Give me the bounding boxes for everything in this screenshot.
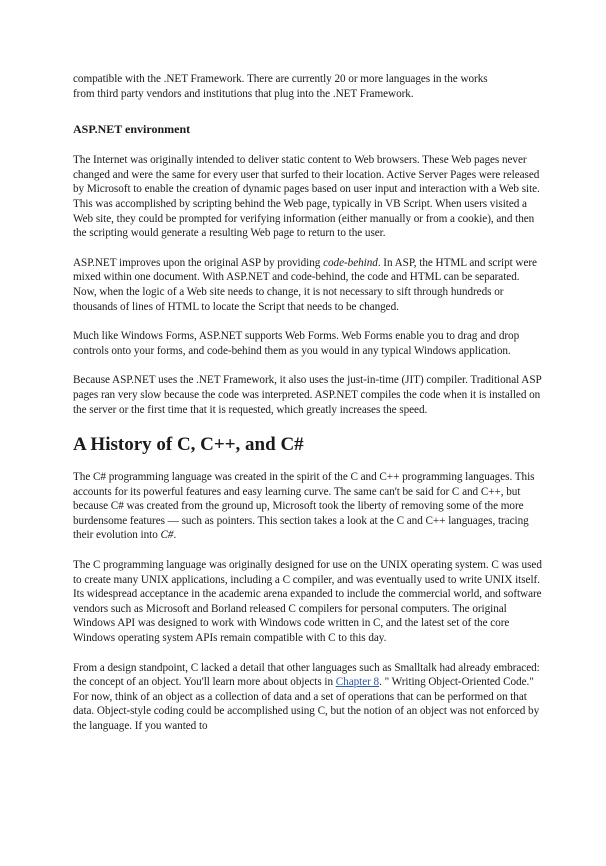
history-p3-after: . " Writing Object-Oriented Code." For now, think of an object as a collection of data and a set of operations that can be performed on that data. Object-style coding could be accomplished using C, but the notion of an object was not enforced by the language. If you wanted to — [73, 676, 540, 732]
aspnet-paragraph-4: Because ASP.NET uses the .NET Framework, it also uses the just-in-time (JIT) compiler. Traditional ASP pages ran very slow because the code was interpreted. ASP.NET compiles the code when it is installed on the server or the first time that it is requested, which greatly increases the speed. — [73, 374, 542, 416]
aspnet-p2-after: . In ASP, the HTML and script were mixed within one document. With ASP.NET and code-behind, the code and HTML can be separated. Now, when the logic of a Web site needs to change, it is not necessary to sift through hundreds or thousands of lines of HTML to locate the Script that needs to be changed. — [73, 256, 537, 313]
history-p1-before: The C# programming language was created in the spirit of the C and C++ programming languages. This accounts for its powerful features and easy learning curve. The same can't be said for C and C++, but because C# was created from the ground up, Microsoft took the liberty of removing some of the more burdensome features — such as pointers. This section takes a look at the C and C++ languages, tracing their evolution into — [73, 471, 535, 542]
history-p3-before: From a design standpoint, C lacked a detail that other languages such as Smalltalk had already embraced: the concept of an object. You'll learn more about objects in — [73, 661, 540, 689]
history-paragraph-3 — [73, 661, 543, 734]
document-page — [73, 72, 543, 734]
aspnet-paragraph-3: Much like Windows Forms, ASP.NET supports Web Forms. Web Forms enable you to drag and drop controls onto your forms, and code-behind them as you would in any typical Windows application. — [73, 330, 520, 357]
aspnet-paragraph-1: The Internet was originally intended to deliver static content to Web browsers. These Web pages never changed and were the same for every user that surfed to their location. Active Server Pages were released by Microsoft to enable the creation of dynamic pages based on user input and interaction with a Web site. This was accomplished by scripting behind the Web page, typically in VB Script. When users visited a Web site, they could be prompted for verifying information (either manually or from a cookie), and then the scripting would generate a resulting Web page to return to the user. — [73, 154, 540, 240]
aspnet-paragraph-2 — [73, 256, 543, 314]
history-paragraph-2: The C programming language was originally designed for use on the UNIX operating system. C was used to create many UNIX applications, including a C compiler, and was eventually used to write UNIX itself. Its widespread acceptance in the academic arena expanded to include the commercial world, and software vendors such as Microsoft and Borland released C compilers for personal computers. The original Windows API was designed to work with Windows code written in C, and the latest set of the core Windows operating system APIs remain compatible with C to this day. — [73, 559, 542, 645]
history-paragraph-1 — [73, 470, 543, 543]
intro-line-2: from third party vendors and institutions that plug into the .NET Framework. — [73, 87, 414, 100]
aspnet-p2-before: ASP.NET improves upon the original ASP by providing — [73, 256, 324, 269]
intro-paragraph — [73, 72, 543, 101]
history-p1-after: . — [173, 529, 177, 542]
intro-line-1: compatible with the .NET Framework. There are currently 20 or more languages in the works — [73, 73, 488, 85]
csharp-term: C# — [160, 529, 174, 542]
aspnet-heading: ASP.NET environment — [73, 122, 191, 137]
code-behind-term: code-behind — [323, 256, 378, 269]
chapter-8-link[interactable]: Chapter 8 — [335, 676, 380, 689]
history-heading: A History of C, C++, and C# — [73, 434, 304, 456]
